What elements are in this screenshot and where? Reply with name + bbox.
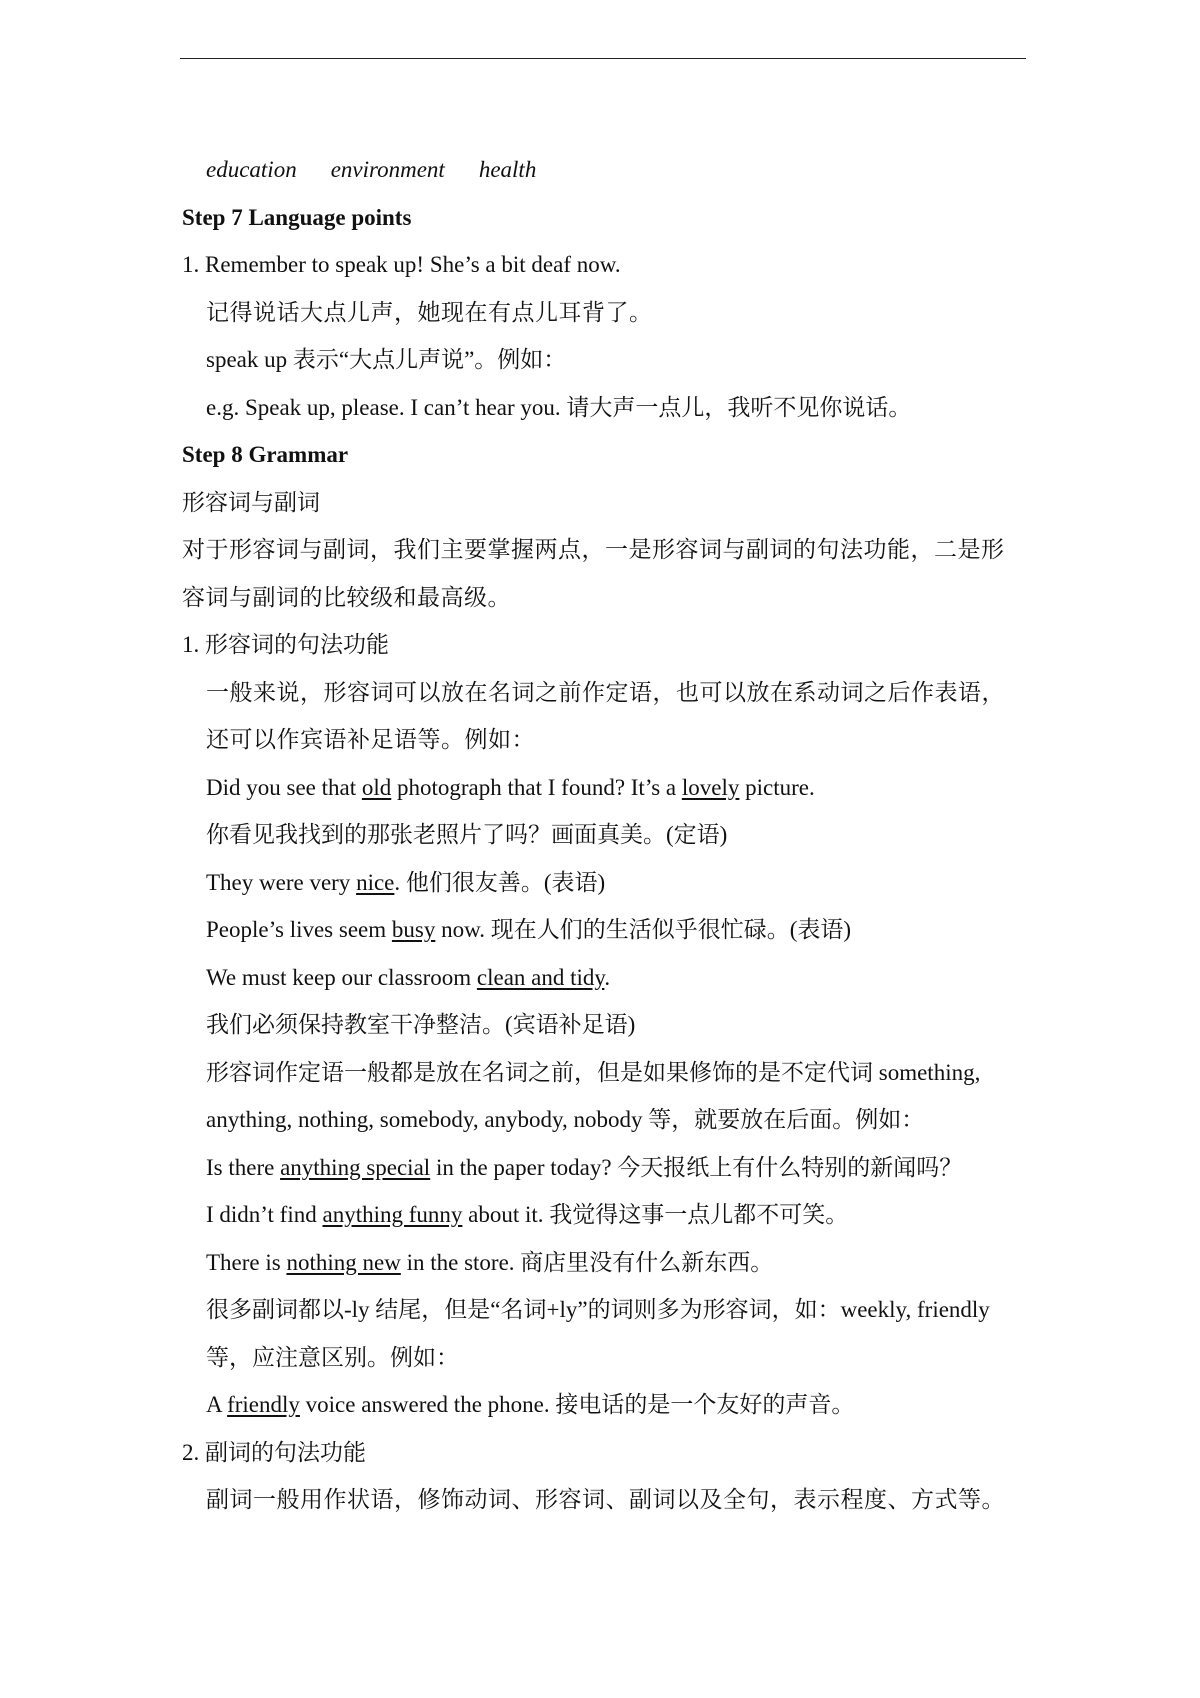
underlined-word: busy [391, 917, 436, 942]
underlined-word: friendly [227, 1392, 300, 1417]
note-1-line1: 形容词作定语一般都是放在名词之前，但是如果修饰的是不定代词 something, [206, 1059, 981, 1085]
example-4-translation: 我们必须保持教室干净整洁。(宾语补足语) [206, 1012, 636, 1037]
note-1-line2: anything, nothing, somebody, anybody, nobody 等，就要放在后面。例如： [206, 1107, 925, 1132]
example-8: A friendly voice answered the phone. 接电话的是一个友好的声音。 [206, 1392, 855, 1417]
section-2-para: 副词一般用作状语，修饰动词、形容词、副词以及全句，表示程度、方式等。 [206, 1487, 1005, 1512]
underlined-word: lovely [681, 774, 740, 800]
header-rule [180, 58, 1026, 59]
topic-word: health [478, 157, 537, 182]
example-6: I didn’t find anything funny about it. 我觉得这事一点儿都不可笑。 [206, 1202, 849, 1227]
point-1-example: e.g. Speak up, please. I can’t hear you. 请大声一点儿，我听不见你说话。 [206, 394, 912, 420]
underlined-word: anything special [280, 1154, 431, 1180]
example-4: We must keep our classroom clean and tidy. [206, 964, 611, 990]
section-1-para-line1: 一般来说，形容词可以放在名词之前作定语，也可以放在系动词之后作表语， [206, 679, 1005, 705]
grammar-intro-line1: 对于形容词与副词，我们主要掌握两点，一是形容词与副词的句法功能，二是形 [182, 537, 1005, 562]
note-2-line1: 很多副词都以-ly 结尾，但是“名词+ly”的词则多为形容词，如：weekly, friendly [206, 1297, 990, 1322]
section-1-heading: 1. 形容词的句法功能 [182, 632, 389, 657]
underlined-word: clean and tidy [476, 964, 605, 990]
underlined-word: old [361, 774, 392, 800]
point-1-translation: 记得说话大点儿声，她现在有点儿耳背了。 [206, 299, 653, 325]
document-body [182, 150, 1032, 1528]
grammar-intro-line2: 容词与副词的比较级和最高级。 [182, 584, 511, 610]
topic-word: education [206, 157, 297, 182]
example-7: There is nothing new in the store. 商店里没有什么新东西。 [206, 1249, 774, 1275]
point-1: 1. Remember to speak up! She’s a bit deaf now. [182, 252, 621, 277]
grammar-title: 形容词与副词 [182, 489, 320, 515]
topic-words [182, 150, 1032, 198]
note-2-line2: 等，应注意区别。例如： [206, 1344, 459, 1370]
step8-heading: Step 8 Grammar [182, 442, 349, 467]
underlined-word: nice [356, 869, 395, 895]
example-5: Is there anything special in the paper today? 今天报纸上有什么特别的新闻吗？ [206, 1154, 963, 1180]
underlined-word: nothing new [286, 1249, 401, 1275]
example-1: Did you see that old photograph that I found? It’s a lovely picture. [206, 774, 815, 800]
example-2: They were very nice. 他们很友善。(表语) [206, 869, 606, 895]
section-2-heading: 2. 副词的句法功能 [182, 1439, 366, 1465]
example-1-translation: 你看见我找到的那张老照片了吗？画面真美。(定语) [206, 822, 728, 847]
step7-heading: Step 7 Language points [182, 204, 412, 230]
topic-word: environment [330, 157, 445, 182]
point-1-note: speak up 表示“大点儿声说”。例如： [206, 347, 567, 372]
underlined-word: anything funny [322, 1202, 463, 1227]
example-3: People’s lives seem busy now. 现在人们的生活似乎很忙碌。(表语) [206, 917, 852, 942]
section-1-para-line2: 还可以作宾语补足语等。例如： [206, 727, 535, 752]
